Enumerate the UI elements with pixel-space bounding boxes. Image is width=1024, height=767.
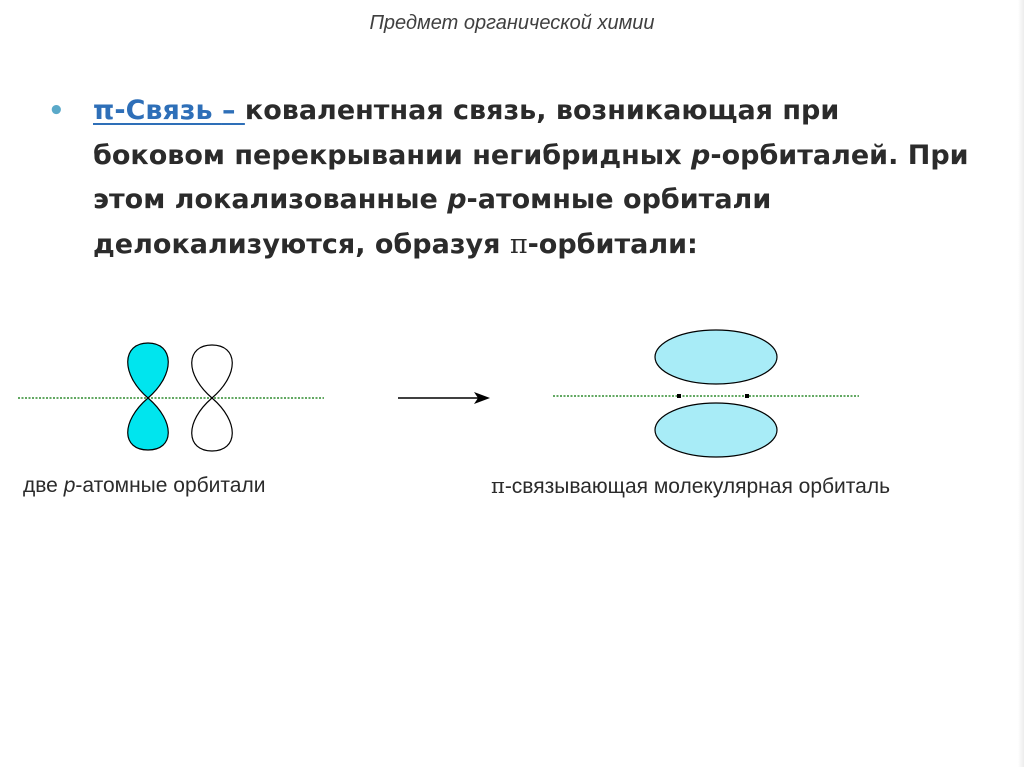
left-caption-suffix: -атомные орбитали (75, 474, 266, 497)
p-orbital-filled-icon (128, 343, 169, 450)
pi-mo-upper-lobe-icon (655, 330, 777, 384)
pi-symbol: π (509, 228, 528, 260)
pi-bond-term (93, 95, 245, 126)
nucleus-left-icon (677, 394, 681, 398)
right-caption (491, 474, 890, 499)
definition-text (93, 89, 978, 267)
nucleus-right-icon (745, 394, 749, 398)
definition-part4: -орбитали: (527, 228, 698, 260)
slide-title: Предмет органической химии (369, 12, 655, 34)
right-caption-rest: -связывающая молекулярная орбиталь (504, 475, 891, 498)
term-dash: – (221, 95, 245, 126)
pi-bond-term-text: π-Связь (93, 95, 222, 126)
definition-part2: -орбиталей. При этом локализованные (93, 139, 969, 215)
bullet-dot-icon: • (48, 96, 65, 126)
pi-mo-lower-lobe-icon (655, 403, 777, 457)
right-caption-pi: π (491, 474, 505, 498)
definition-part3: -атомные орбитали делокализуются, образуя (93, 184, 772, 260)
left-caption-p: р (63, 474, 76, 497)
left-caption (23, 474, 265, 498)
definition-part1: ковалентная связь, возникающая при боковом перекрывании негибридных (93, 95, 840, 171)
definition-bullet (48, 89, 978, 267)
p-letter-2: р (447, 184, 467, 215)
p-letter-1: р (691, 139, 711, 171)
left-caption-prefix: две (23, 474, 64, 497)
